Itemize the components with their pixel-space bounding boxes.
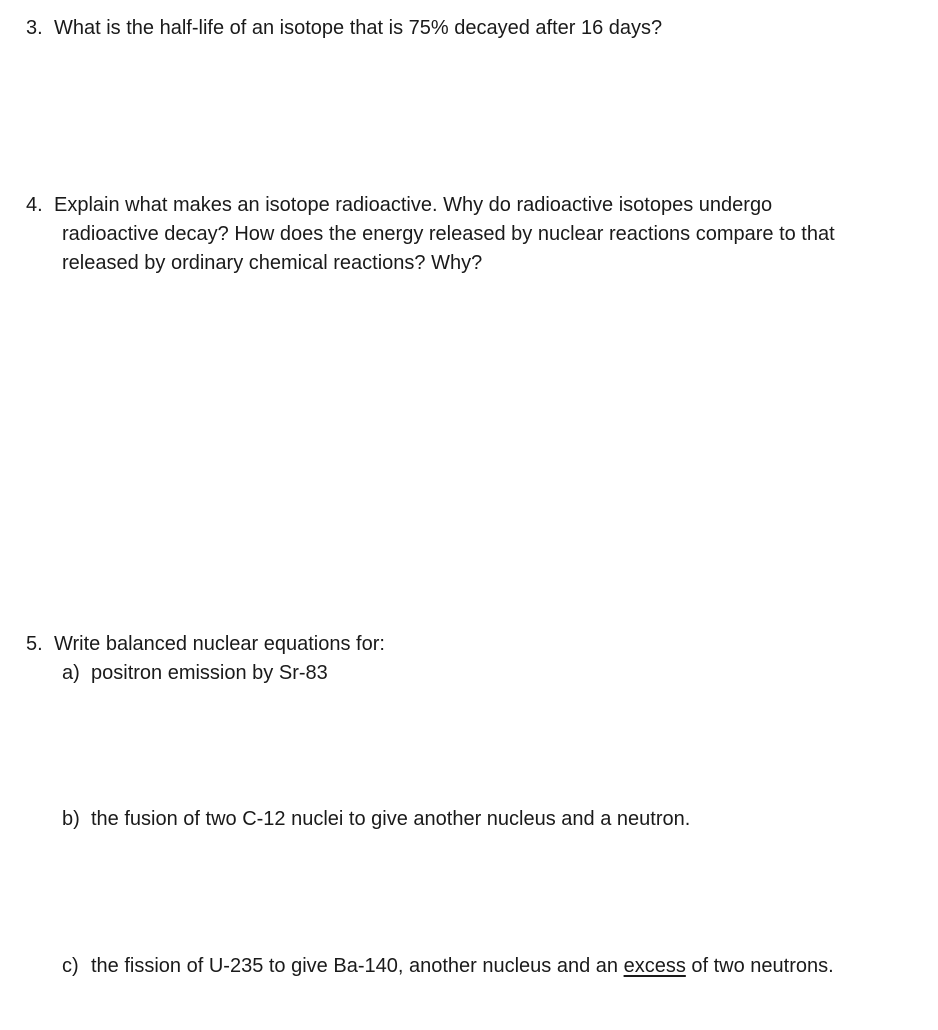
question-4 xyxy=(26,191,772,220)
question-4-line-1: Explain what makes an isotope radioactive. Why do radioactive isotopes undergo xyxy=(54,194,773,216)
question-5a xyxy=(62,659,328,688)
question-4-number: 4. xyxy=(26,194,43,216)
question-5c-underlined-word: excess xyxy=(623,955,686,977)
question-3-text: What is the half-life of an isotope that is 75% decayed after 16 days? xyxy=(54,17,663,39)
question-5 xyxy=(26,630,385,659)
question-4-line-2: radioactive decay? How does the energy released by nuclear reactions compare to that xyxy=(62,223,835,245)
question-5b xyxy=(62,805,690,834)
question-3-number: 3. xyxy=(26,17,43,39)
question-5b-label: b) xyxy=(62,808,80,830)
question-5c-text-after: of two neutrons. xyxy=(685,955,834,977)
question-5-text: Write balanced nuclear equations for: xyxy=(54,633,385,655)
question-5b-text: the fusion of two C-12 nuclei to give another nucleus and a neutron. xyxy=(91,808,691,830)
question-5c-label: c) xyxy=(62,955,79,977)
question-5-number: 5. xyxy=(26,633,43,655)
question-5c-text-before: the fission of U-235 to give Ba-140, another nucleus and an xyxy=(91,955,624,977)
question-5c xyxy=(62,952,834,981)
question-3 xyxy=(26,14,662,43)
question-5a-label: a) xyxy=(62,662,80,684)
question-5a-text: positron emission by Sr-83 xyxy=(91,662,328,684)
question-4-line-3: released by ordinary chemical reactions? Why? xyxy=(62,252,483,274)
